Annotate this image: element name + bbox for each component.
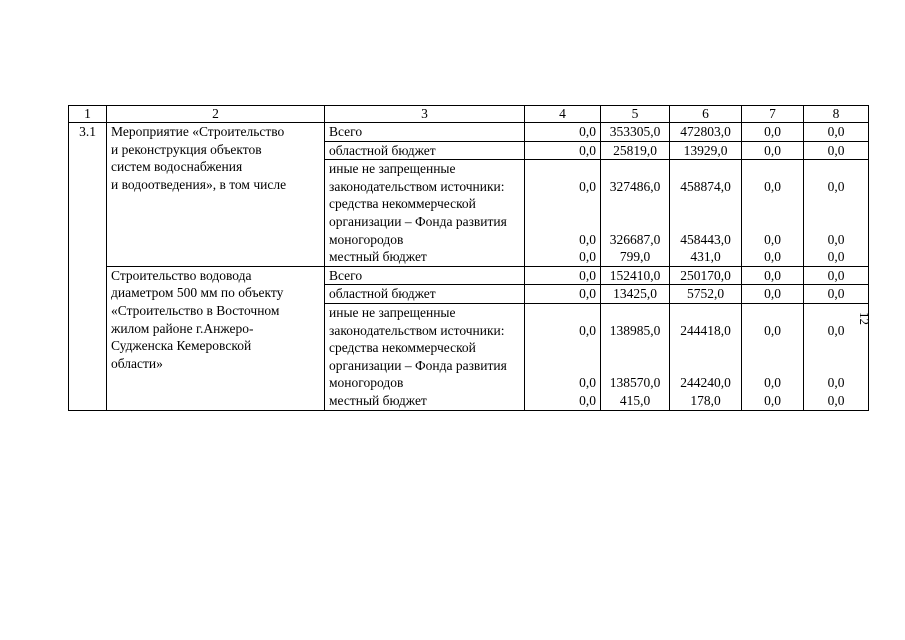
value-col-5-line: 327486,0 (609, 178, 661, 194)
source-label-line: законодательством источники: (329, 322, 505, 338)
value-col-4-line: 0,0 (579, 249, 596, 265)
source-label-line: иные не запрещенные (329, 161, 456, 177)
source-label-line: организации – Фонда развития (329, 357, 507, 373)
event-name-line: и реконструкция объектов (111, 141, 262, 157)
source-label-line: средства некоммерческой (329, 196, 476, 212)
source-label-line: местный бюджет (329, 392, 427, 408)
value-col-7-line: 0,0 (764, 322, 781, 338)
event-name-line: диаметром 500 мм по объекту (111, 285, 284, 301)
value-col-6-line: 178,0 (690, 392, 721, 408)
table-row (69, 266, 869, 285)
event-name-line: Мероприятие «Строительство (111, 124, 285, 139)
value-col-5: 25819,0 (601, 141, 670, 160)
value-col-5-line: 326687,0 (609, 231, 661, 247)
value-col-4-line: 0,0 (579, 322, 596, 338)
value-col-4-line: 0,0 (579, 375, 596, 391)
header-col-7: 7 (742, 106, 804, 123)
source-label-line: моногородов (329, 231, 404, 247)
value-col-7: 0,0 (742, 123, 804, 142)
value-col-7-line: 0,0 (764, 178, 781, 194)
event-name-line: «Строительство в Восточном (111, 302, 280, 318)
value-col-4: 0,0 (525, 141, 601, 160)
source-label: Всего (325, 123, 525, 142)
header-row (69, 106, 869, 123)
value-col-4 (525, 303, 601, 410)
source-label: областной бюджет (325, 141, 525, 160)
event-name-line: систем водоснабжения (111, 159, 243, 175)
event-name-line: области» (111, 355, 163, 371)
value-col-5-line: 415,0 (619, 392, 651, 408)
budget-table (68, 105, 869, 411)
value-col-8-line: 0,0 (827, 392, 845, 408)
value-col-6-line: 244418,0 (680, 322, 731, 338)
value-col-8-line: 0,0 (827, 249, 845, 265)
value-col-5 (601, 160, 670, 267)
value-col-6: 5752,0 (670, 285, 742, 304)
event-name-line: и водоотведения», в том числе (111, 176, 287, 192)
value-col-6-line: 458443,0 (680, 231, 731, 247)
value-col-8-line: 0,0 (827, 231, 845, 247)
value-col-7-line: 0,0 (764, 249, 781, 265)
source-label-line: иные не запрещенные (329, 304, 456, 320)
event-name-line: Строительство водовода (111, 267, 252, 283)
table-row (69, 123, 869, 142)
header-col-8: 8 (804, 106, 869, 123)
source-label-line: местный бюджет (329, 249, 427, 265)
value-col-4-line: 0,0 (579, 231, 596, 247)
value-col-8-line: 0,0 (827, 322, 845, 338)
value-col-5: 353305,0 (601, 123, 670, 142)
event-name (107, 123, 325, 267)
value-col-8: 0,0 (804, 141, 869, 160)
value-col-5 (601, 303, 670, 410)
value-col-5-line: 138985,0 (609, 322, 661, 338)
value-col-6: 250170,0 (670, 266, 742, 285)
header-col-3: 3 (325, 106, 525, 123)
event-name-line: Судженска Кемеровской (111, 338, 252, 354)
value-col-7-line: 0,0 (764, 392, 781, 408)
value-col-5: 13425,0 (601, 285, 670, 304)
value-col-6: 13929,0 (670, 141, 742, 160)
value-col-4: 0,0 (525, 285, 601, 304)
value-col-7 (742, 160, 804, 267)
value-col-8: 0,0 (804, 123, 869, 142)
value-col-6 (670, 160, 742, 267)
value-col-8: 0,0 (804, 266, 869, 285)
value-col-7 (742, 303, 804, 410)
header-col-5: 5 (601, 106, 670, 123)
header-col-4: 4 (525, 106, 601, 123)
value-col-4-line: 0,0 (579, 178, 596, 194)
value-col-8 (804, 160, 869, 267)
source-label-line: средства некоммерческой (329, 340, 476, 356)
page-number: 12 (857, 312, 872, 325)
value-col-6 (670, 303, 742, 410)
value-col-4 (525, 160, 601, 267)
event-name (107, 266, 325, 410)
value-col-6-line: 431,0 (690, 249, 721, 265)
source-label-line: моногородов (329, 375, 404, 391)
value-col-7: 0,0 (742, 285, 804, 304)
value-col-8-line: 0,0 (827, 178, 845, 194)
header-col-6: 6 (670, 106, 742, 123)
value-col-6-line: 244240,0 (680, 375, 731, 391)
source-label (325, 303, 525, 410)
value-col-7-line: 0,0 (764, 231, 781, 247)
table-body (69, 123, 869, 411)
value-col-8: 0,0 (804, 285, 869, 304)
row-number: 3.1 (69, 123, 107, 411)
source-label (325, 160, 525, 267)
value-col-4-line: 0,0 (579, 392, 596, 408)
value-col-4: 0,0 (525, 266, 601, 285)
value-col-8-line: 0,0 (827, 375, 845, 391)
header-col-2: 2 (107, 106, 325, 123)
value-col-5: 152410,0 (601, 266, 670, 285)
source-label: областной бюджет (325, 285, 525, 304)
value-col-7-line: 0,0 (764, 375, 781, 391)
header-col-1: 1 (69, 106, 107, 123)
value-col-4: 0,0 (525, 123, 601, 142)
source-label: Всего (325, 266, 525, 285)
value-col-6-line: 458874,0 (680, 178, 731, 194)
value-col-5-line: 138570,0 (609, 375, 661, 391)
value-col-6: 472803,0 (670, 123, 742, 142)
source-label-line: законодательством источники: (329, 178, 505, 194)
value-col-7: 0,0 (742, 266, 804, 285)
source-label-line: организации – Фонда развития (329, 213, 507, 229)
event-name-line: жилом районе г.Анжеро- (111, 320, 254, 336)
value-col-5-line: 799,0 (619, 249, 651, 265)
value-col-7: 0,0 (742, 141, 804, 160)
